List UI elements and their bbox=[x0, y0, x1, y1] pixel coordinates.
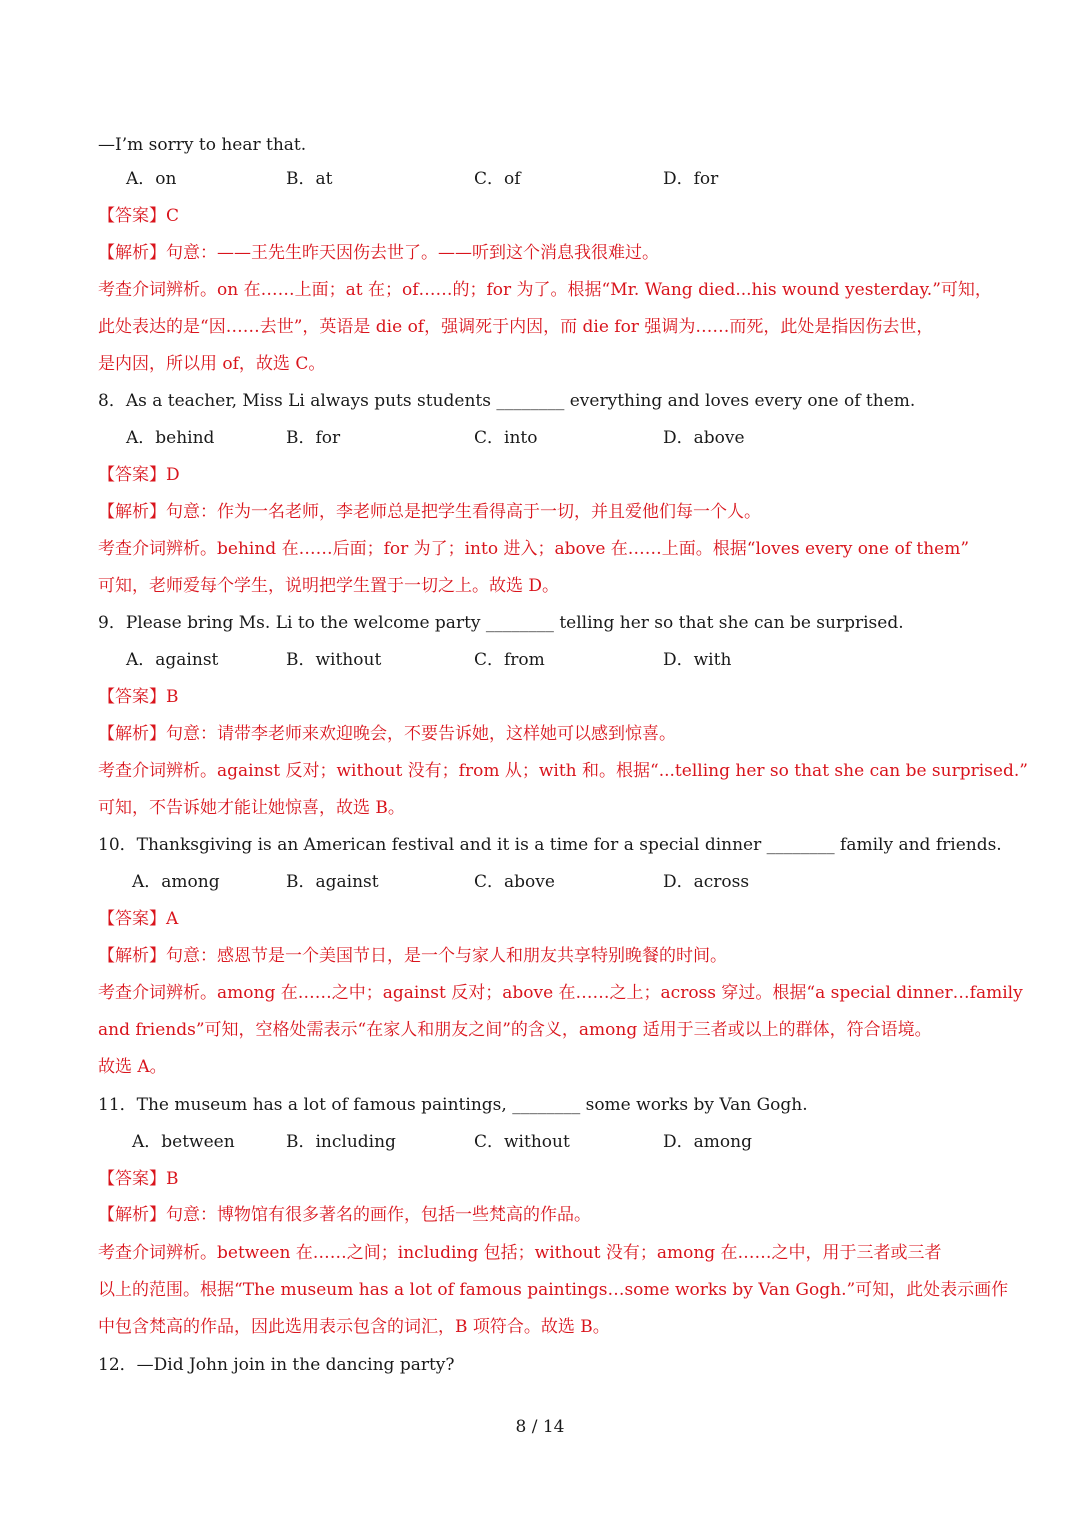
meaning-text: 句意：请带李老师来欢迎晚会，不要告诉她，这样她可以感到惊喜。 bbox=[166, 724, 676, 744]
q9-option-a: A．against bbox=[126, 650, 219, 670]
explanation-label: 【解析】 bbox=[98, 502, 166, 522]
answer-label: 【答案】 bbox=[98, 909, 166, 929]
answer-value: B bbox=[166, 1169, 179, 1189]
q10-answer bbox=[98, 908, 178, 930]
q10-option-c: C．above bbox=[474, 872, 555, 892]
q8-option-d: D．above bbox=[663, 428, 745, 448]
q11-option-a: A．between bbox=[132, 1132, 235, 1152]
q11-stem: 11．The museum has a lot of famous paintings, ________ some works by Van Gogh. bbox=[98, 1095, 808, 1115]
q11-option-b: B．including bbox=[286, 1132, 396, 1152]
explanation-label: 【解析】 bbox=[98, 243, 166, 263]
q7-option-c: C．of bbox=[474, 169, 521, 189]
q8-meaning bbox=[98, 501, 761, 523]
q9-answer bbox=[98, 686, 179, 708]
q8-option-b: B．for bbox=[286, 428, 341, 448]
q7-option-d: D．for bbox=[663, 169, 719, 189]
meaning-text: 句意：感恩节是一个美国节日，是一个与家人和朋友共享特别晚餐的时间。 bbox=[166, 946, 727, 966]
q11-option-c: C．without bbox=[474, 1132, 570, 1152]
answer-value: D bbox=[166, 465, 180, 485]
q9-option-c: C．from bbox=[474, 650, 545, 670]
explanation-label: 【解析】 bbox=[98, 1205, 166, 1225]
q11-analysis-2: 以上的范围。根据“The museum has a lot of famous paintings…some works by Van Gogh.”可知，此处表示画作 bbox=[98, 1280, 1009, 1300]
q9-analysis-1: 考查介词辨析。against 反对；without 没有；from 从；with 和。根据“...telling her so that she can be surprised.” bbox=[98, 761, 1028, 781]
q8-analysis-2: 可知，老师爱每个学生，说明把学生置于一切之上。故选 D。 bbox=[98, 576, 560, 596]
q8-option-a: A．behind bbox=[126, 428, 215, 448]
q11-answer bbox=[98, 1168, 179, 1190]
q10-option-a: A．among bbox=[132, 872, 220, 892]
answer-label: 【答案】 bbox=[98, 1169, 166, 1189]
q11-option-d: D．among bbox=[663, 1132, 752, 1152]
q7-option-a: A．on bbox=[126, 169, 177, 189]
q7-answer bbox=[98, 205, 179, 227]
answer-label: 【答案】 bbox=[98, 206, 166, 226]
q8-stem: 8．As a teacher, Miss Li always puts students ________ everything and loves every one of them. bbox=[98, 391, 916, 411]
q9-stem: 9．Please bring Ms. Li to the welcome party ________ telling her so that she can be surprised. bbox=[98, 613, 904, 633]
explanation-label: 【解析】 bbox=[98, 946, 166, 966]
answer-label: 【答案】 bbox=[98, 687, 166, 707]
q7-analysis-2: 此处表达的是“因……去世”，英语是 die of，强调死于内因，而 die for 强调为……而死，此处是指因伤去世， bbox=[98, 317, 934, 337]
meaning-text: 句意：作为一名老师，李老师总是把学生看得高于一切，并且爱他们每一个人。 bbox=[166, 502, 761, 522]
q11-meaning bbox=[98, 1204, 591, 1226]
q8-analysis-1: 考查介词辨析。behind 在……后面；for 为了；into 进入；above 在……上面。根据“loves every one of them” bbox=[98, 539, 970, 559]
page-number: 8 / 14 bbox=[515, 1417, 565, 1437]
q7-meaning bbox=[98, 242, 659, 264]
answer-value: C bbox=[166, 206, 180, 226]
q10-meaning bbox=[98, 945, 727, 967]
q8-option-c: C．into bbox=[474, 428, 538, 448]
q10-analysis-1: 考查介词辨析。among 在……之中；against 反对；above 在……之上；across 穿过。根据“a special dinner…family bbox=[98, 983, 1023, 1003]
q9-option-d: D．with bbox=[663, 650, 732, 670]
meaning-text: 句意：博物馆有很多著名的画作，包括一些梵高的作品。 bbox=[166, 1205, 591, 1225]
q11-analysis-1: 考查介词辨析。between 在……之间；including 包括；without 没有；among 在……之中，用于三者或三者 bbox=[98, 1243, 942, 1263]
q10-option-b: B．against bbox=[286, 872, 379, 892]
q10-option-d: D．across bbox=[663, 872, 750, 892]
q10-stem: 10．Thanksgiving is an American festival and it is a time for a special dinner ________ family and friends. bbox=[98, 835, 1002, 855]
answer-label: 【答案】 bbox=[98, 465, 166, 485]
q10-analysis-2: and friends”可知，空格处需表示“在家人和朋友之间”的含义，among 适用于三者或以上的群体，符合语境。 bbox=[98, 1020, 932, 1040]
q11-analysis-3: 中包含梵高的作品，因此选用表示包含的词汇，B 项符合。故选 B。 bbox=[98, 1317, 610, 1337]
q9-meaning bbox=[98, 723, 676, 745]
answer-value: A bbox=[166, 909, 179, 929]
answer-value: B bbox=[166, 687, 179, 707]
q7-option-b: B．at bbox=[286, 169, 333, 189]
meaning-text: 句意：——王先生昨天因伤去世了。——听到这个消息我很难过。 bbox=[166, 243, 659, 263]
q9-analysis-2: 可知，不告诉她才能让她惊喜，故选 B。 bbox=[98, 798, 405, 818]
q8-answer bbox=[98, 464, 180, 486]
q10-analysis-3: 故选 A。 bbox=[98, 1057, 167, 1077]
dialogue-line: —I’m sorry to hear that. bbox=[98, 135, 307, 155]
q7-analysis-1: 考查介词辨析。on 在……上面；at 在；of……的；for 为了。根据“Mr. Wang died...his wound yesterday.”可知， bbox=[98, 280, 992, 300]
q12-stem: 12．—Did John join in the dancing party? bbox=[98, 1355, 455, 1375]
q7-analysis-3: 是内因，所以用 of，故选 C。 bbox=[98, 354, 326, 374]
explanation-label: 【解析】 bbox=[98, 724, 166, 744]
q9-option-b: B．without bbox=[286, 650, 382, 670]
